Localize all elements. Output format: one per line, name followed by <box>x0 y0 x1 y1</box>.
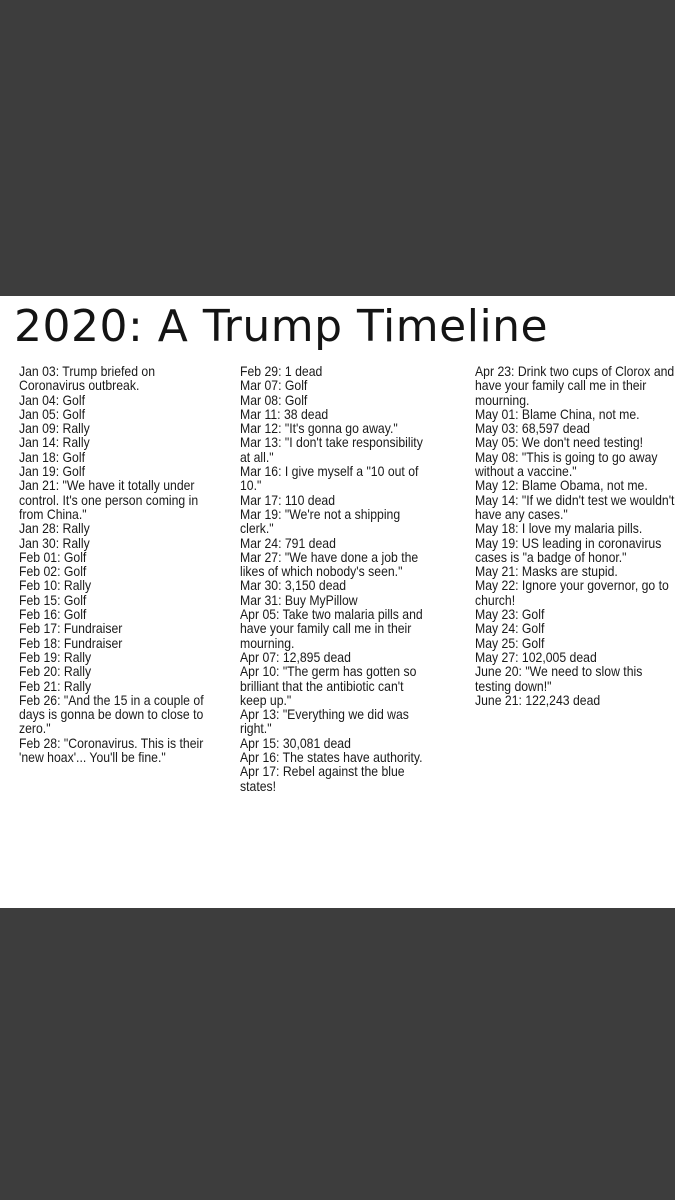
timeline-entry: Jan 03: Trump briefed on Coronavirus outbreak. <box>19 364 156 394</box>
timeline-entry: Jan 28: Rally <box>19 521 90 537</box>
timeline-entry: Mar 27: "We have done a job the likes of which nobody's seen." <box>240 549 419 580</box>
timeline-entry: Jan 18: Golf <box>19 449 85 465</box>
timeline-entry: Jan 09: Rally <box>19 421 90 437</box>
timeline-entry: May 01: Blame China, not me. <box>475 406 640 422</box>
timeline-entry: Mar 31: Buy MyPillow <box>240 592 358 608</box>
timeline-entry: Mar 16: I give myself a "10 out of 10." <box>240 464 419 494</box>
timeline-column-2 <box>240 365 433 794</box>
timeline-entry: Mar 11: 38 dead <box>240 406 329 422</box>
timeline-entry: Mar 12: "It's gonna go away." <box>240 421 398 437</box>
timeline-entry: Jan 30: Rally <box>19 535 90 551</box>
timeline-entry: Feb 20: Rally <box>19 664 92 680</box>
timeline-column-3 <box>475 365 675 708</box>
timeline-entry: May 21: Masks are stupid. <box>475 564 618 580</box>
timeline-entry: May 05: We don't need testing! <box>475 435 644 451</box>
page-title: 2020: A Trump Timeline <box>14 301 549 352</box>
timeline-entry: Feb 01: Golf <box>19 549 87 565</box>
timeline-entry: Apr 10: "The germ has gotten so brilliant that the antibiotic can't keep up." <box>240 664 417 708</box>
timeline-entry: Mar 24: 791 dead <box>240 535 336 551</box>
timeline-column-1 <box>19 365 217 765</box>
timeline-sheet <box>0 296 675 908</box>
timeline-entry: Feb 15: Golf <box>19 592 87 608</box>
timeline-entry: May 24: Golf <box>475 621 545 637</box>
timeline-entry: May 14: "If we didn't test we wouldn't have any cases." <box>475 492 675 522</box>
timeline-entry: Feb 29: 1 dead <box>240 364 323 379</box>
timeline-entry: Mar 13: "I don't take responsibility at all." <box>240 435 423 465</box>
timeline-entry: Feb 21: Rally <box>19 678 92 694</box>
timeline-entry: May 12: Blame Obama, not me. <box>475 478 648 494</box>
timeline-entry: Apr 05: Take two malaria pills and have your family call me in their mourning. <box>240 607 423 651</box>
timeline-entry: May 25: Golf <box>475 635 545 651</box>
timeline-entry: May 08: "This is going to go away without a vaccine." <box>475 449 658 480</box>
timeline-entry: May 22: Ignore your governor, go to church! <box>475 578 669 608</box>
timeline-entry: Apr 07: 12,895 dead <box>240 649 351 665</box>
timeline-entry: May 18: I love my malaria pills. <box>475 521 643 537</box>
timeline-entry: Mar 17: 110 dead <box>240 492 336 508</box>
timeline-entry: Feb 17: Fundraiser <box>19 621 123 637</box>
timeline-entry: Mar 30: 3,150 dead <box>240 578 347 594</box>
timeline-entry: May 23: Golf <box>475 607 545 623</box>
timeline-entry: Apr 23: Drink two cups of Clorox and have your family call me in their mourning. <box>475 364 675 408</box>
timeline-entry: Feb 28: "Coronavirus. This is their 'new hoax'... You'll be fine." <box>19 735 204 766</box>
timeline-entry: Jan 04: Golf <box>19 392 85 408</box>
timeline-entry: Mar 19: "We're not a shipping clerk." <box>240 506 401 537</box>
timeline-entry: Feb 18: Fundraiser <box>19 635 123 651</box>
timeline-entry: Jan 19: Golf <box>19 464 85 480</box>
timeline-entry: Feb 16: Golf <box>19 607 87 623</box>
timeline-entry: Mar 07: Golf <box>240 378 308 394</box>
timeline-entry: Feb 19: Rally <box>19 649 92 665</box>
timeline-entry: Feb 26: "And the 15 in a couple of days is gonna be down to close to zero." <box>19 692 204 737</box>
timeline-entry: May 19: US leading in coronavirus cases is "a badge of honor." <box>475 535 662 565</box>
timeline-entry: Jan 14: Rally <box>19 435 90 451</box>
timeline-entry: Feb 10: Rally <box>19 578 92 594</box>
timeline-entry: June 20: "We need to slow this testing down!" <box>475 664 643 694</box>
timeline-entry: May 03: 68,597 dead <box>475 421 590 437</box>
timeline-entry: Mar 08: Golf <box>240 392 308 408</box>
timeline-entry: Apr 15: 30,081 dead <box>240 735 351 751</box>
timeline-entry: Apr 17: Rebel against the blue states! <box>240 764 405 794</box>
timeline-entry: Apr 16: The states have authority. <box>240 750 423 766</box>
timeline-entry: Feb 02: Golf <box>19 564 87 580</box>
timeline-entry: May 27: 102,005 dead <box>475 649 597 665</box>
timeline-entry: June 21: 122,243 dead <box>475 692 601 708</box>
timeline-entry: Jan 21: "We have it totally under control. It's one person coming in from China." <box>19 478 199 522</box>
timeline-entry: Jan 05: Golf <box>19 406 85 422</box>
timeline-entry: Apr 13: "Everything we did was right." <box>240 707 409 737</box>
